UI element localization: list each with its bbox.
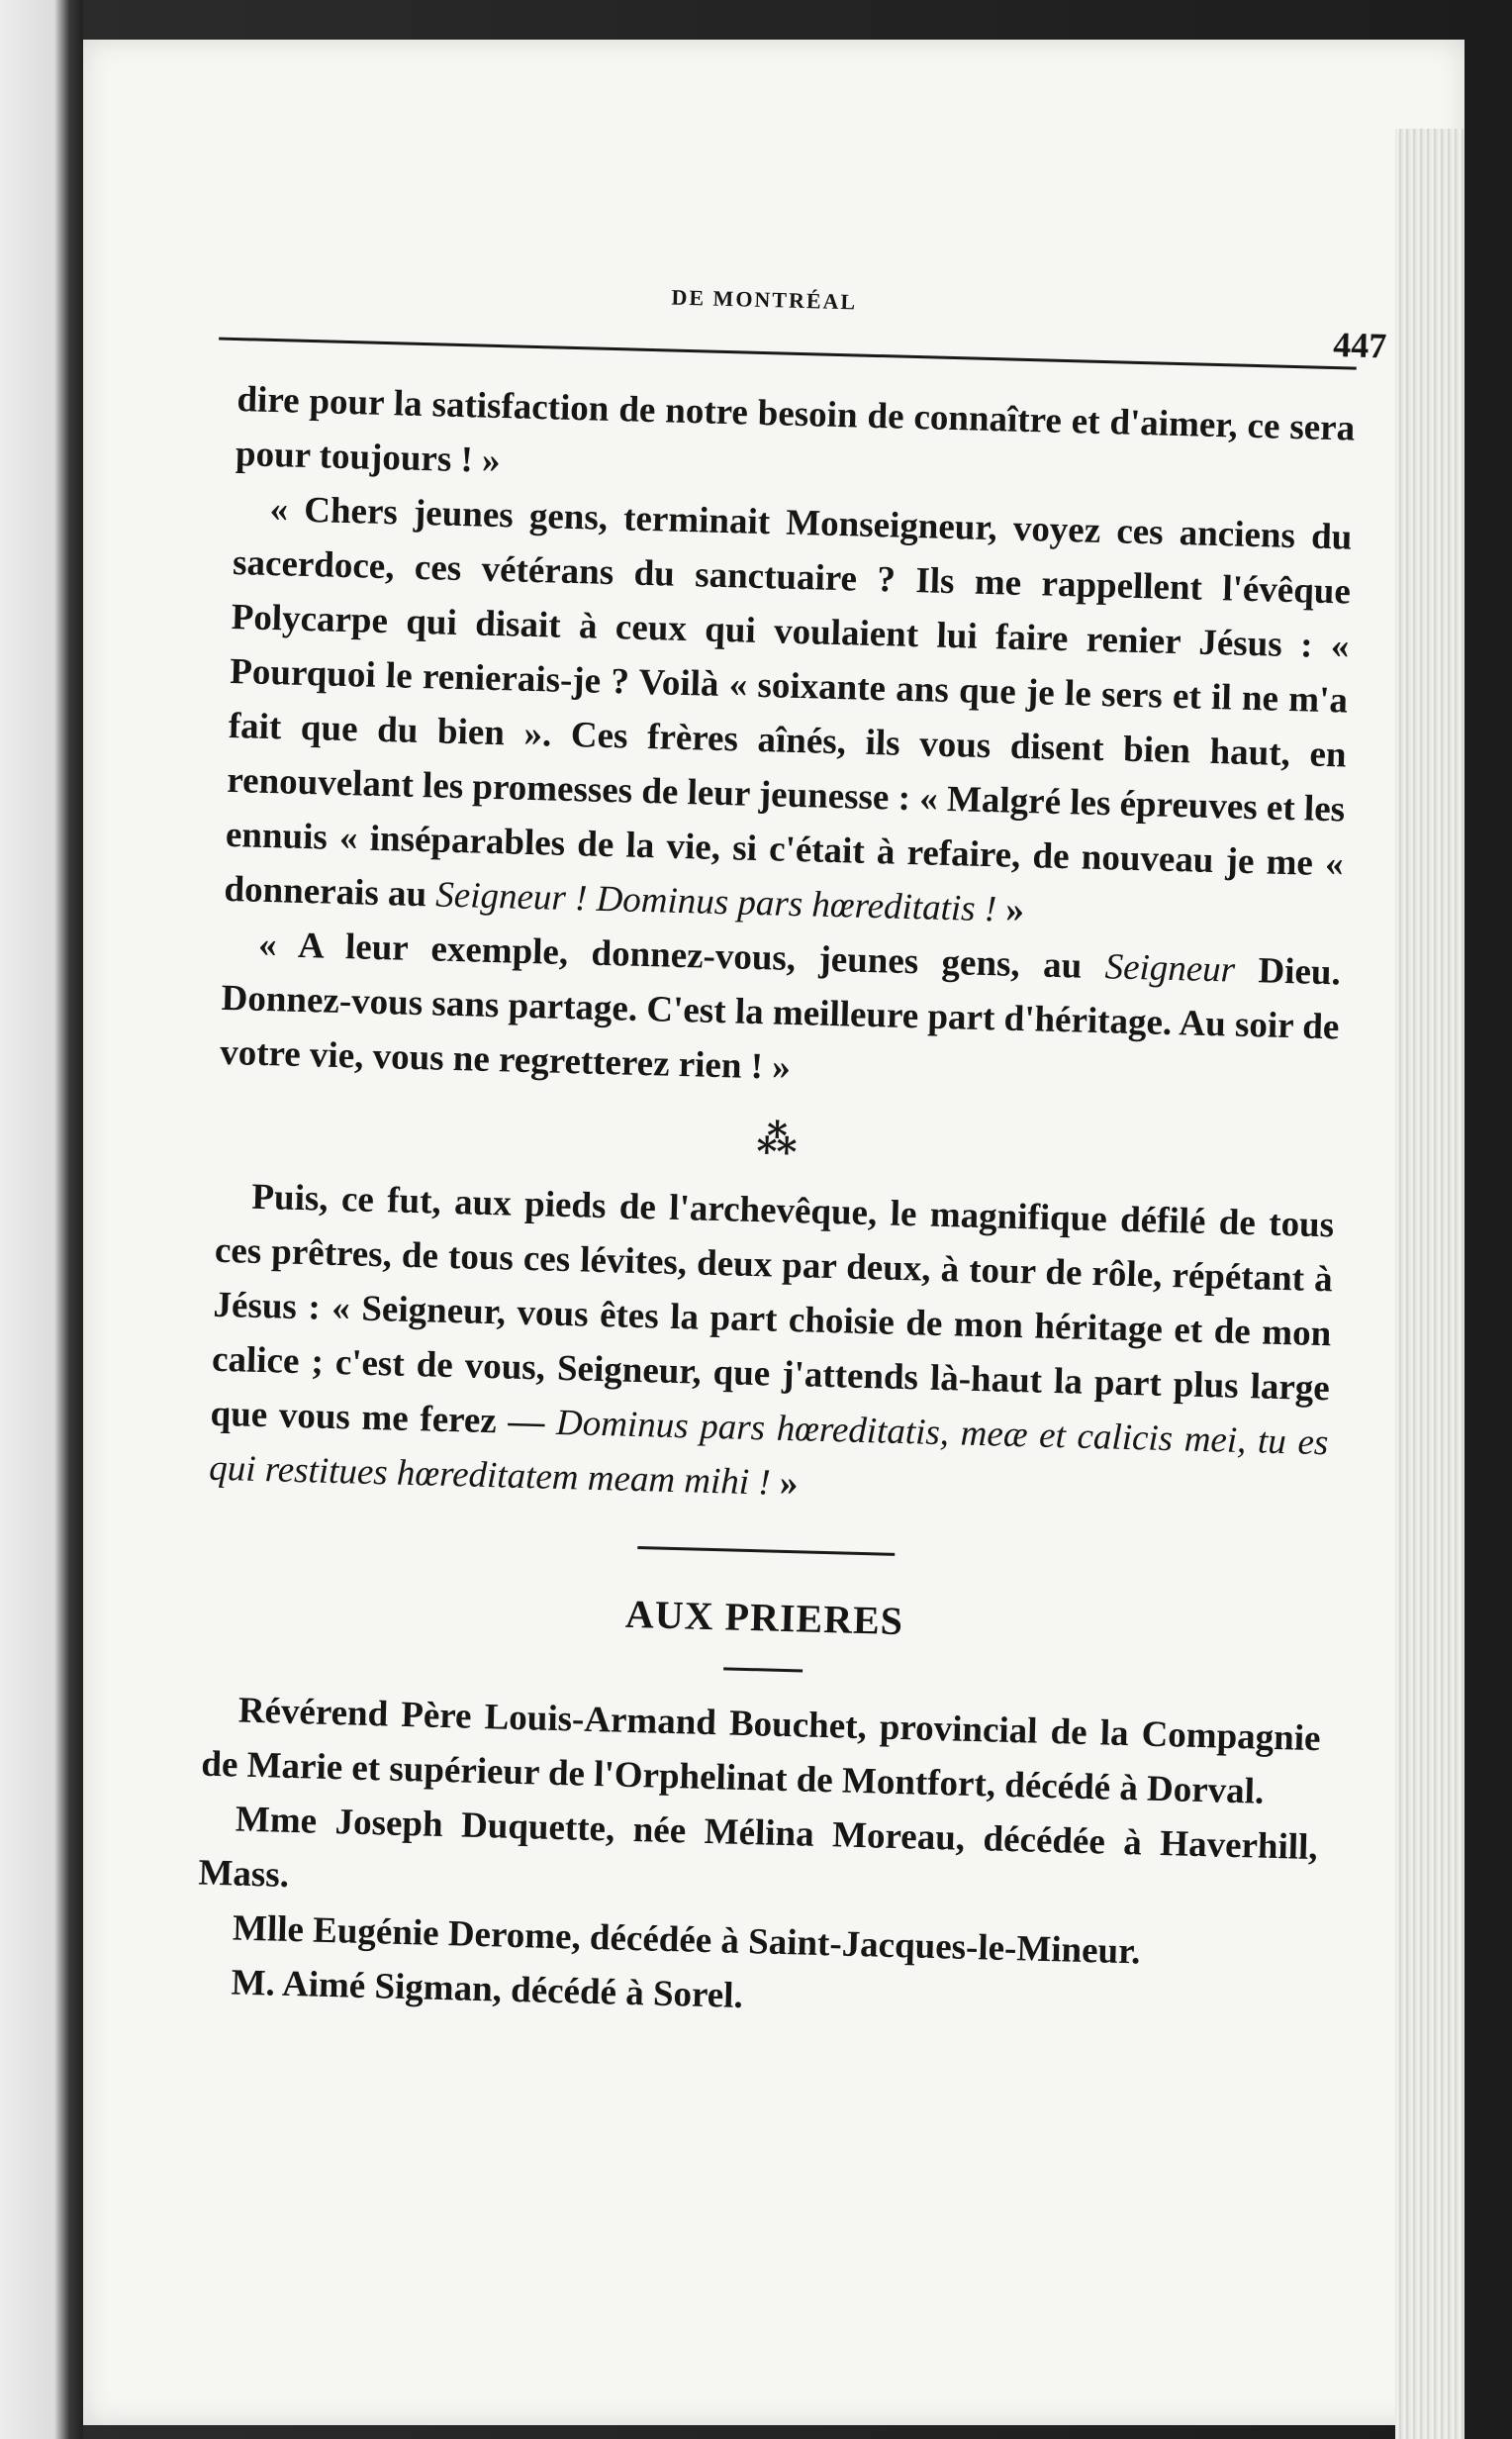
section-separator: [637, 1546, 895, 1556]
paragraph-3: [220, 917, 1342, 1110]
paragraph-2: [224, 481, 1353, 945]
paragraph-3-end: Dieu. Donnez-vous sans partage. C'est la meilleure part d'héritage. Au soir de votre vie, vous ne regretterez rien ! »: [219, 949, 1342, 1088]
facing-page-edge: [0, 0, 83, 2439]
section-title: AUX PRIERES: [624, 1591, 904, 1644]
paragraph-2-close: »: [995, 889, 1025, 931]
prayer-entry: Révérend Père Louis-Armand Bouchet, provincial de la Compagnie de Marie et supérieur de l'Orphelinat de Montfort, décédé à Dorval.: [200, 1690, 1322, 1812]
page-edges: [1395, 129, 1465, 2439]
paragraph-2-latin: Seigneur ! Dominus pars hœreditatis !: [434, 874, 997, 930]
paragraph-4-latin: Dominus pars hœreditatis, meæ et calicis mei, tu es qui restitues hœreditatem meam mihi !: [208, 1402, 1329, 1504]
asterism: ⁂: [756, 1117, 799, 1163]
paragraph-4: [209, 1169, 1335, 1524]
book-page: [83, 40, 1465, 2425]
header-rule: [219, 338, 1357, 370]
page-content: [106, 222, 1387, 2039]
paragraph-3-text: « A leur exemple, donnez-vous, jeunes gens, au: [257, 924, 1106, 988]
prayer-list: [195, 1683, 1321, 2038]
paragraph-4-text: Puis, ce fut, aux pieds de l'archevêque, le magnifique défilé de tous ces prêtres, de tous ces lévites, deux par deux, à tour de rôle, répétant à Jésus : « Seigneur, vous êtes la part choisie de mon héritage et de mon calice ; c'est de vous, Seigneur, que j'attends là-haut la part plus large que vous me ferez —: [210, 1176, 1335, 1443]
prayer-entry: Mlle Eugénie Derome, décédée à Saint-Jacques-le-Mineur.: [232, 1907, 1141, 1973]
paragraph-4-close: »: [770, 1462, 799, 1505]
title-rule: [723, 1667, 803, 1672]
paragraph-1-text: dire pour la satisfaction de notre besoin de connaître et d'aimer, ce sera pour toujours ! »: [235, 379, 1356, 482]
paragraph-2-text: « Chers jeunes gens, terminait Monseigneur, voyez ces anciens du sacerdoce, ces vétérans du sanctuaire ? Ils me rappellent l'évêque Polycarpe qui disait à ceux qui voulaient lui faire renier Jésus : « Pourquoi le renierais-je ? Voilà « soixante ans que je le sers et il ne m'a fait que du bien ». Ces frères aînés, ils vous disent bien haut, en renouvelant les promesses de leur jeunesse : « Malgré les épreuves et les ennuis « inséparables de la vie, si c'était à refaire, de nouveau je me « donnerais au: [224, 488, 1353, 916]
running-title: DE MONTRÉAL: [671, 284, 858, 315]
page-header: [150, 222, 1387, 366]
body-text: [106, 370, 1375, 2039]
paragraph-3-italic: Seigneur: [1104, 946, 1236, 991]
prayer-entry: Mme Joseph Duquette, née Mélina Moreau, décédée à Haverhill, Mass.: [198, 1799, 1319, 1896]
prayer-entry: M. Aimé Sigman, décédé à Sorel.: [231, 1962, 744, 2016]
page-number: 447: [1332, 325, 1387, 366]
